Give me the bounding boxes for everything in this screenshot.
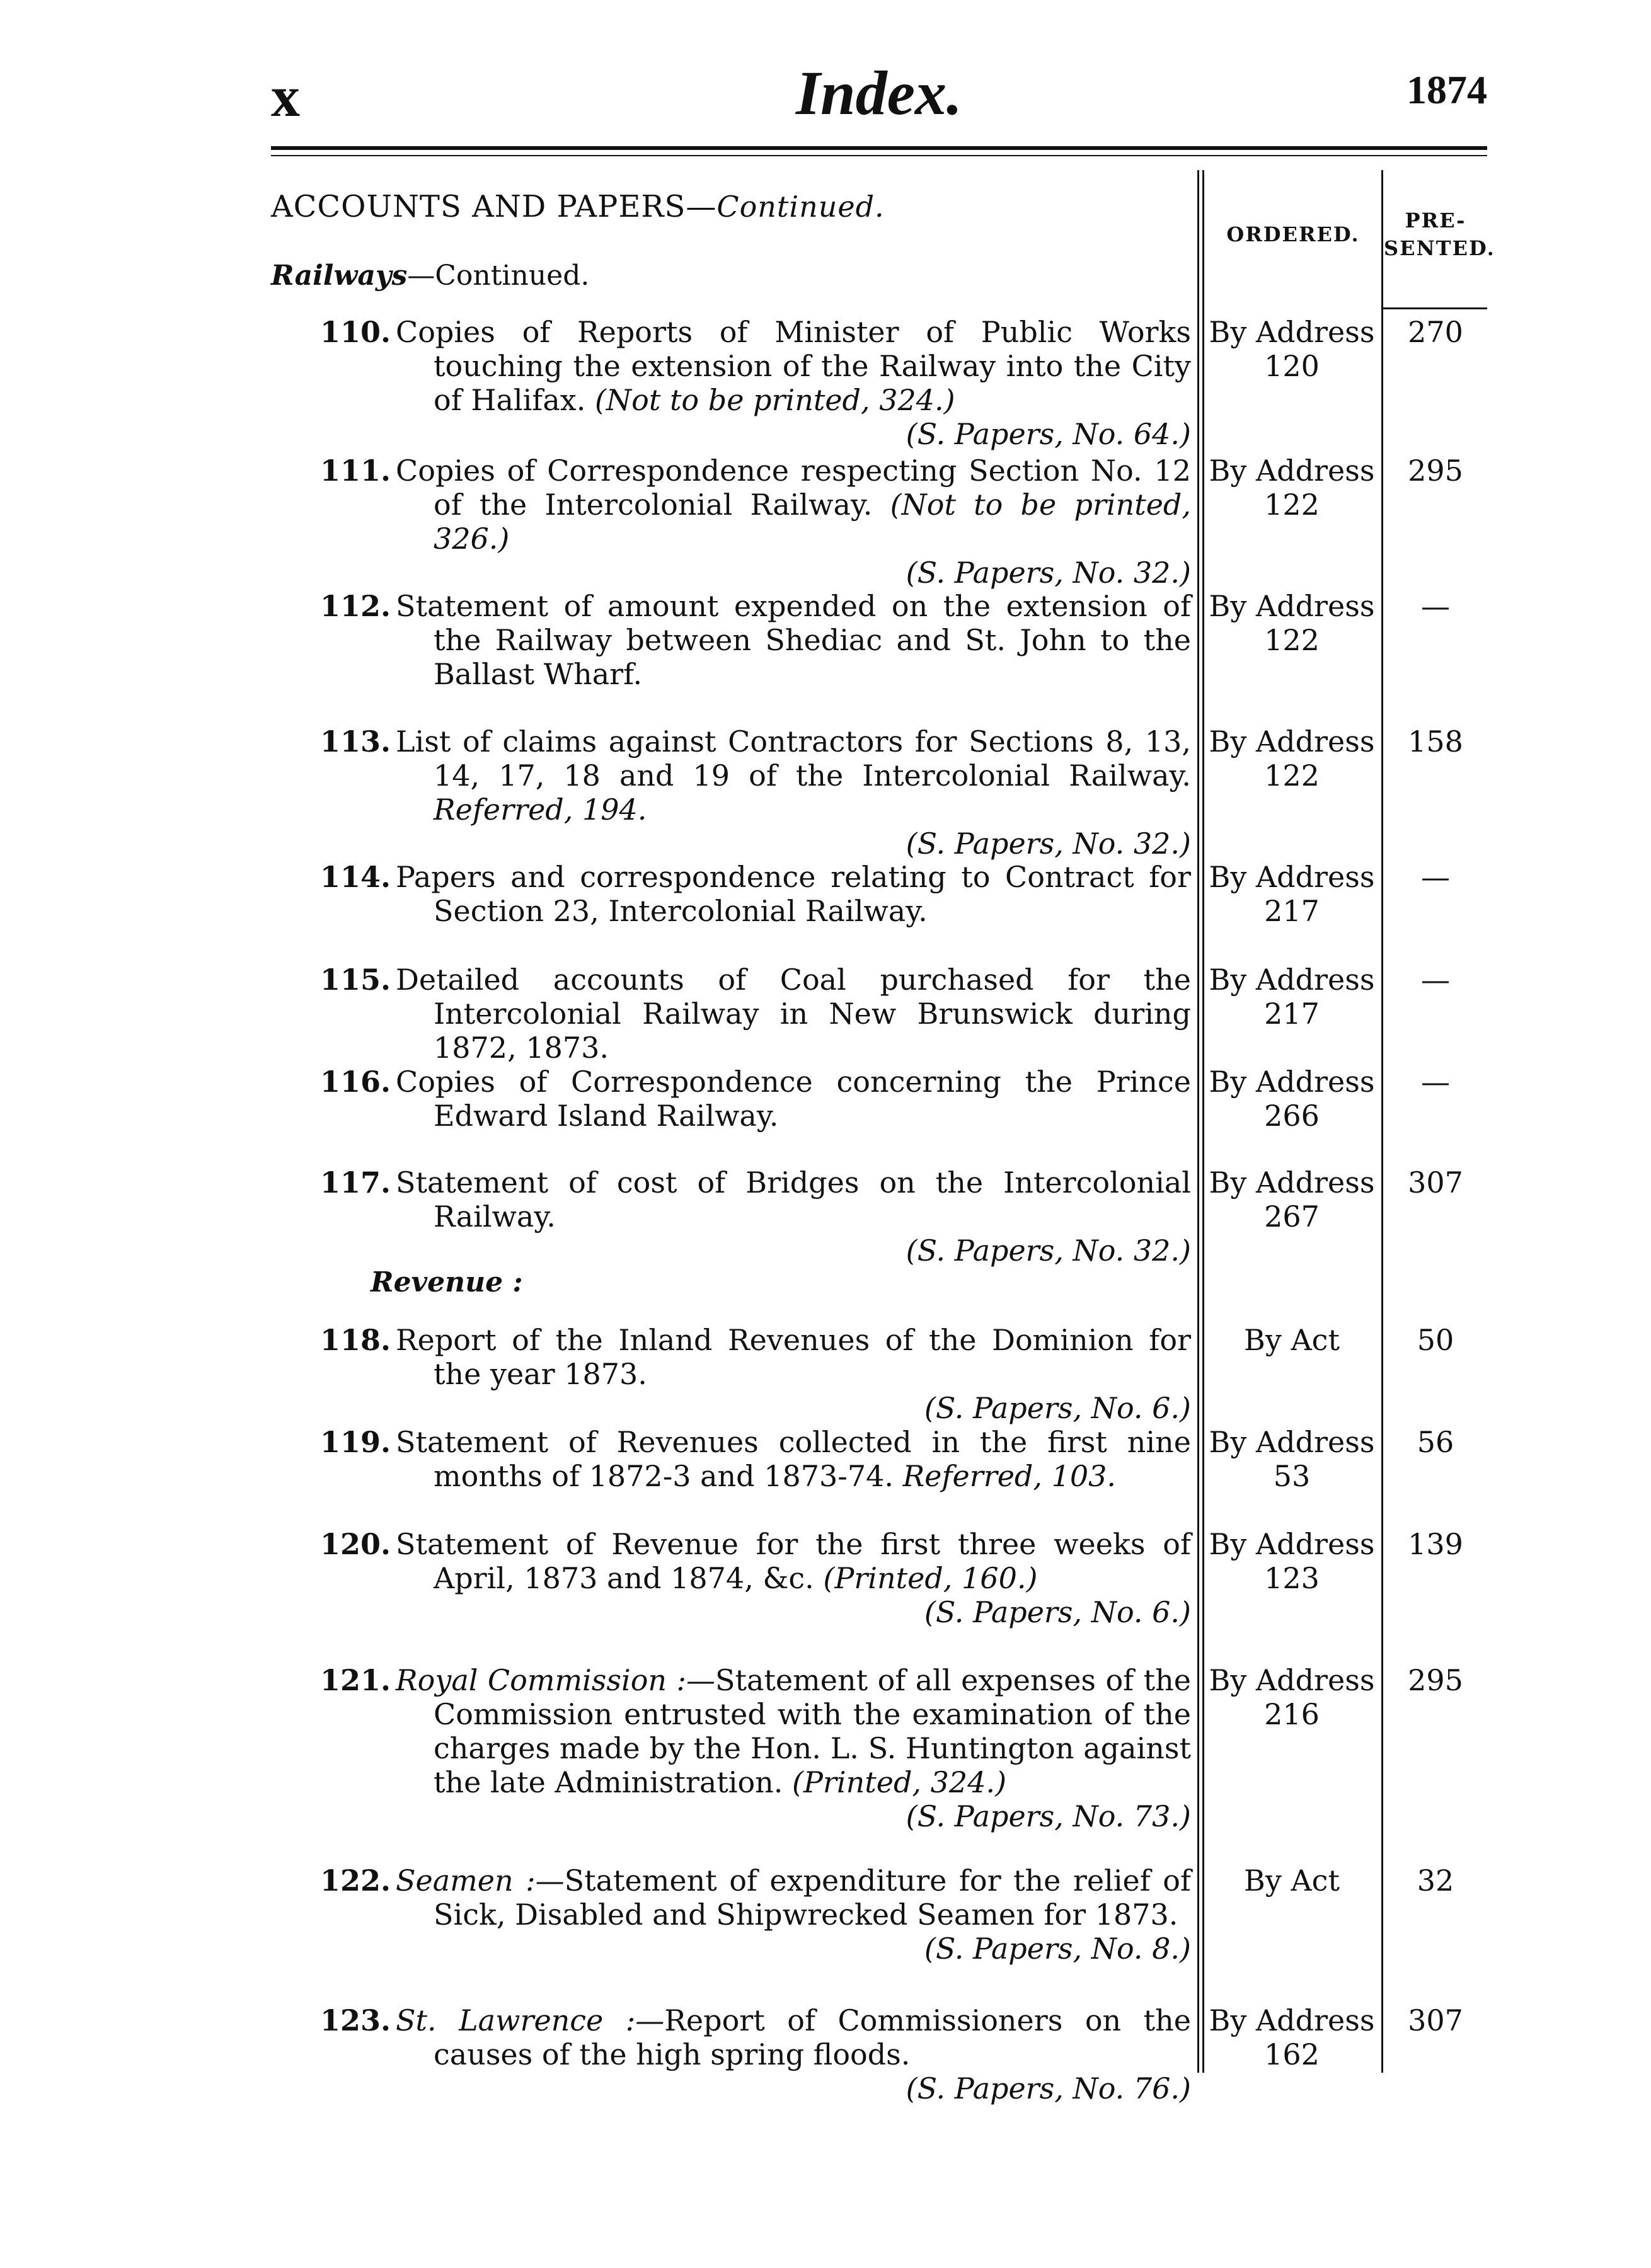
entry-lead: Seamen :— [396, 1864, 565, 1898]
entry-text: Papers and correspondence relating to Contract for Section 23, Intercolonial Railway. [396, 860, 1191, 928]
entry-number: 116. [319, 1065, 391, 1099]
column-rule [1381, 170, 1383, 2073]
entry-description [396, 1663, 1191, 1833]
entry-ordered: By Address 162 [1209, 2003, 1375, 2071]
entry-sessional-paper: (S. Papers, No. 32.) [906, 556, 1191, 590]
entry-presented: 158 [1408, 724, 1463, 759]
entry-presented: — [1421, 1065, 1450, 1099]
entry-presented: 270 [1408, 315, 1463, 349]
entry-text: Copies of Reports of Minister of Public Works touching the extension of the Railway into the City of Halifax. [396, 315, 1191, 417]
entry-number: 111. [319, 454, 391, 488]
entry-note: (Not to be printed, 324.) [594, 383, 955, 417]
entry-number: 121. [319, 1663, 391, 1697]
entry-number: 115. [319, 963, 391, 997]
entry-number: 110. [319, 315, 391, 349]
entry-presented: — [1421, 963, 1450, 997]
entry-lead: Royal Commission :— [396, 1663, 715, 1697]
entry-note: (Not to be printed, 326.) [434, 488, 1191, 556]
entry-text: Statement of Revenue for the first three weeks of April, 1873 and 1874, &c. [396, 1527, 1191, 1595]
entry-description [396, 860, 1191, 928]
entry-number: 117. [319, 1166, 391, 1200]
header-rule [271, 146, 1487, 150]
entry-ordered: By Act [1244, 1864, 1340, 1898]
entry-presented: 307 [1408, 1166, 1463, 1200]
entry-note: (Printed, 160.) [823, 1561, 1038, 1595]
entry-number: 122. [319, 1864, 391, 1898]
page-year: 1874 [1407, 67, 1487, 112]
entry-description [396, 1527, 1191, 1629]
entry-presented: 295 [1408, 454, 1463, 488]
entry-description [396, 1065, 1191, 1133]
entry-presented: 32 [1417, 1864, 1454, 1898]
entry-sessional-paper: (S. Papers, No. 32.) [906, 827, 1191, 861]
entry-sessional-paper: (S. Papers, No. 32.) [906, 1234, 1191, 1268]
entry-sessional-paper: (S. Papers, No. 64.) [906, 417, 1191, 451]
header-rule-thin [271, 155, 1487, 156]
subhead-railways: Railways—Continued. [271, 260, 590, 292]
entry-sessional-paper: (S. Papers, No. 73.) [906, 1799, 1191, 1833]
entry-description [396, 315, 1191, 451]
entry-presented: — [1421, 589, 1450, 623]
entry-presented: — [1421, 860, 1450, 894]
entry-presented: 56 [1417, 1425, 1454, 1459]
entry-number: 118. [319, 1323, 391, 1357]
entry-text: Statement of amount expended on the extension of the Railway between Shediac and St. John to the Ballast Wharf. [396, 589, 1191, 691]
page-header [271, 57, 1487, 139]
entry-ordered: By Address 217 [1209, 860, 1375, 928]
entry-ordered: By Address 123 [1209, 1527, 1375, 1595]
entry-text: Copies of Correspondence respecting Section No. 12 of the Intercolonial Railway. [396, 454, 1191, 522]
entry-ordered: By Address 266 [1209, 1065, 1375, 1133]
page-numeral: x [271, 64, 300, 129]
entry-ordered: By Address 120 [1209, 315, 1375, 383]
entry-note: Referred, 103. [902, 1459, 1117, 1493]
entry-description [396, 589, 1191, 691]
column-head-rule [1381, 307, 1487, 309]
subhead-revenue: Revenue : [371, 1266, 523, 1298]
entry-number: 119. [319, 1425, 391, 1459]
entry-ordered: By Address 217 [1209, 963, 1375, 1031]
entry-text: Report of the Inland Revenues of the Dominion for the year 1873. [396, 1323, 1191, 1391]
entry-presented: 139 [1408, 1527, 1463, 1561]
entry-ordered: By Address 122 [1209, 454, 1375, 522]
entry-number: 113. [319, 724, 391, 759]
section-title: ACCOUNTS AND PAPERS—Continued. [271, 189, 885, 224]
entry-note: (Printed, 324.) [792, 1765, 1007, 1799]
entry-text: Copies of Correspondence concerning the Prince Edward Island Railway. [396, 1065, 1191, 1133]
entry-sessional-paper: (S. Papers, No. 6.) [924, 1595, 1191, 1629]
entry-description [396, 1864, 1191, 1966]
entry-number: 120. [319, 1527, 391, 1561]
column-presented: PRE- SENTED. [1384, 209, 1495, 260]
page-title: Index. [796, 58, 962, 128]
entry-ordered: By Address 53 [1209, 1425, 1375, 1493]
entry-ordered: By Address 267 [1209, 1166, 1375, 1234]
entry-ordered: By Address 122 [1209, 589, 1375, 657]
column-rule [1197, 170, 1199, 2073]
entry-presented: 307 [1408, 2003, 1463, 2037]
entry-lead: St. Lawrence :— [396, 2003, 665, 2037]
entry-description [396, 1323, 1191, 1425]
entry-presented: 295 [1408, 1663, 1463, 1697]
entry-description [396, 724, 1191, 861]
entry-text: Statement of all expenses of the Commission entrusted with the examination of the charges made by the Hon. L. S. Huntington against the late Administration. [434, 1663, 1191, 1799]
entry-text: Statement of expenditure for the relief of Sick, Disabled and Shipwrecked Seamen for 1873. [434, 1864, 1191, 1932]
entry-note: Referred, 194. [434, 793, 647, 827]
entry-presented: 50 [1417, 1323, 1454, 1357]
entry-number: 114. [319, 860, 391, 894]
entry-text: Detailed accounts of Coal purchased for the Intercolonial Railway in New Brunswick during 1872, 1873. [396, 963, 1191, 1065]
entry-text: Statement of Revenues collected in the first nine months of 1872-3 and 1873-74. [396, 1425, 1191, 1493]
entry-description [396, 1166, 1191, 1268]
entry-ordered: By Address 122 [1209, 724, 1375, 793]
entry-number: 123. [319, 2003, 391, 2037]
entry-text: List of claims against Contractors for Sections 8, 13, 14, 17, 18 and 19 of the Intercolonial Railway. [396, 724, 1191, 793]
entry-text: Statement of cost of Bridges on the Intercolonial Railway. [396, 1166, 1191, 1234]
entry-sessional-paper: (S. Papers, No. 6.) [924, 1391, 1191, 1425]
entry-description [396, 1425, 1191, 1493]
entry-sessional-paper: (S. Papers, No. 8.) [924, 1932, 1191, 1966]
entry-description [396, 454, 1191, 590]
entry-sessional-paper: (S. Papers, No. 76.) [906, 2071, 1191, 2105]
column-ordered: ORDERED. [1226, 222, 1360, 246]
entry-description [396, 2003, 1191, 2105]
entry-description [396, 963, 1191, 1065]
entry-ordered: By Address 216 [1209, 1663, 1375, 1731]
entry-text: Report of Commissioners on the causes of the high spring floods. [434, 2003, 1191, 2071]
entry-ordered: By Act [1244, 1323, 1340, 1357]
entry-number: 112. [319, 589, 391, 623]
